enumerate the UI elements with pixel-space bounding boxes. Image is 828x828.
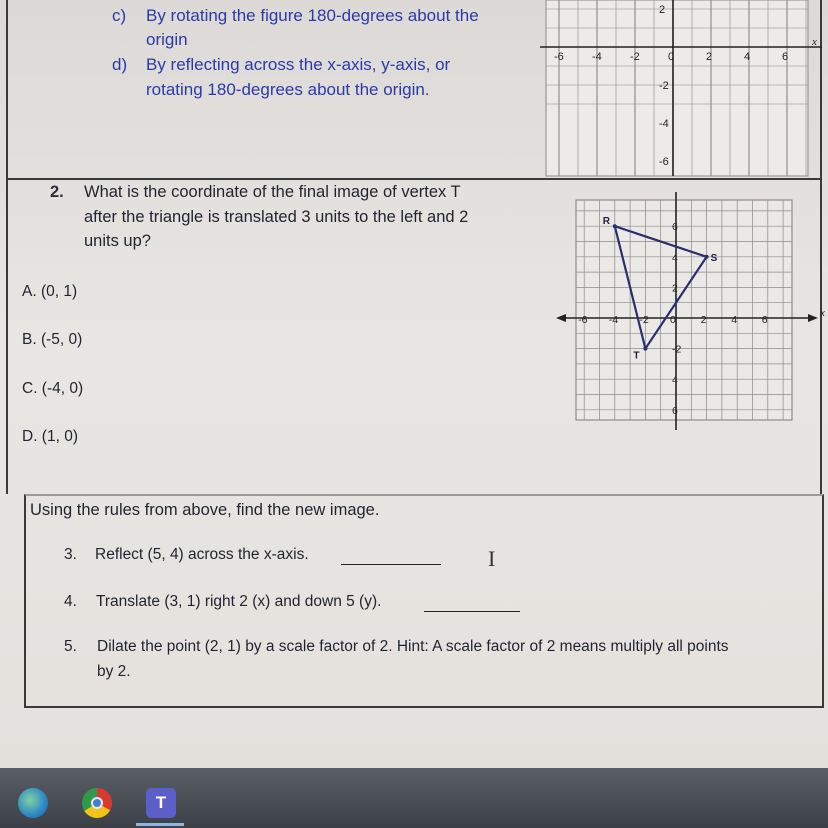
question-2-line3: units up?	[84, 232, 151, 250]
item-4-text: Translate (3, 1) right 2 (x) and down 5 (y).	[96, 593, 382, 610]
q2-y-tick-label: 2	[672, 282, 678, 295]
chrome-icon[interactable]	[82, 788, 112, 818]
q1-y-tick-label: -6	[659, 156, 669, 168]
vertex-t-point	[643, 347, 647, 351]
q2-y-tick-label: -2	[672, 343, 682, 356]
q2-y-tick-label: 6	[672, 404, 678, 417]
q2-grid-bg	[576, 200, 792, 420]
choice-c-line1: By rotating the figure 180-degrees about the	[146, 6, 479, 25]
q2-x-tick-label: 6	[761, 314, 768, 326]
q2-x-axis-right-arrow	[808, 314, 818, 322]
question-2-line1: What is the coordinate of the final image of vertex T	[84, 183, 461, 201]
q1-x-axis-label: x	[812, 36, 817, 48]
q2-x-tick-label: -2	[639, 314, 649, 326]
q1-x-tick-label: -2	[630, 51, 640, 63]
q2-x-tick-label: -4	[608, 314, 619, 326]
q2-y-tick-label: 6	[672, 221, 678, 234]
choice-d[interactable]: D. (1, 0)	[22, 428, 78, 445]
item-5-line2: by 2.	[97, 663, 131, 680]
question-2-number: 2.	[50, 183, 64, 201]
q2-coordinate-grid	[552, 192, 828, 432]
vertex-r-point	[613, 224, 617, 228]
item-5-number: 5.	[64, 638, 77, 655]
vertex-s-point	[705, 255, 709, 259]
taskbar	[0, 768, 828, 828]
q2-x-tick-label: 0	[670, 314, 676, 326]
q1-y-tick-label: -4	[659, 118, 669, 130]
q2-x-axis-left-arrow	[556, 314, 566, 322]
item-3-answer-blank[interactable]	[341, 546, 441, 565]
item-4-number: 4.	[64, 593, 77, 610]
q1-x-tick-label: 2	[706, 51, 713, 63]
q2-x-tick-label: -6	[578, 314, 588, 326]
teams-icon[interactable]: T	[146, 788, 176, 818]
q1-y-tick-label: -2	[659, 80, 669, 92]
q2-x-tick-label: 2	[700, 314, 707, 326]
item-4-answer-blank[interactable]	[424, 593, 520, 612]
choice-a[interactable]: A. (0, 1)	[22, 283, 78, 300]
q1-x-tick-label: -6	[554, 51, 564, 63]
q1-x-tick-label: 0	[668, 51, 675, 63]
choice-c[interactable]: C. (-4, 0)	[22, 380, 84, 397]
item-5-line1: Dilate the point (2, 1) by a scale factor of 2. Hint: A scale factor of 2 means multiply all points	[97, 638, 729, 655]
choice-c-line2: origin	[146, 30, 188, 49]
q2-y-tick-label: 4	[672, 374, 678, 387]
active-app-indicator	[136, 823, 184, 826]
q1-x-tick-label: 4	[744, 51, 751, 63]
choice-c-label: c)	[112, 6, 127, 25]
choice-d-line2: rotating 180-degrees about the origin.	[146, 80, 430, 99]
chrome-center	[91, 797, 103, 809]
q2-x-tick-label: 4	[731, 314, 738, 326]
choice-d-line1: By reflecting across the x-axis, y-axis, or	[146, 55, 451, 74]
q1-x-tick-label: 6	[782, 51, 789, 63]
vertex-r-label: R	[602, 216, 611, 228]
edge-icon[interactable]	[18, 788, 48, 818]
text-cursor-icon: I	[488, 546, 496, 571]
q1-grid-bg	[546, 0, 808, 176]
question-2-line2: after the triangle is translated 3 units to the left and 2	[84, 208, 469, 226]
vertex-t-label: T	[633, 350, 640, 362]
vertex-s-label: S	[710, 252, 718, 264]
q2-x-axis-label: x	[820, 307, 825, 319]
q2-y-tick-label: 4	[672, 251, 678, 264]
q1-y-tick-label: 2	[659, 4, 666, 16]
q1-coordinate-grid	[540, 0, 828, 180]
choice-b[interactable]: B. (-5, 0)	[22, 331, 83, 348]
choice-d-label: d)	[112, 55, 128, 74]
q1-x-tick-label: -4	[592, 51, 602, 63]
item-3-number: 3.	[64, 546, 77, 563]
item-3-text: Reflect (5, 4) across the x-axis.	[95, 546, 309, 563]
section-3-instruction: Using the rules from above, find the new image.	[30, 501, 380, 519]
